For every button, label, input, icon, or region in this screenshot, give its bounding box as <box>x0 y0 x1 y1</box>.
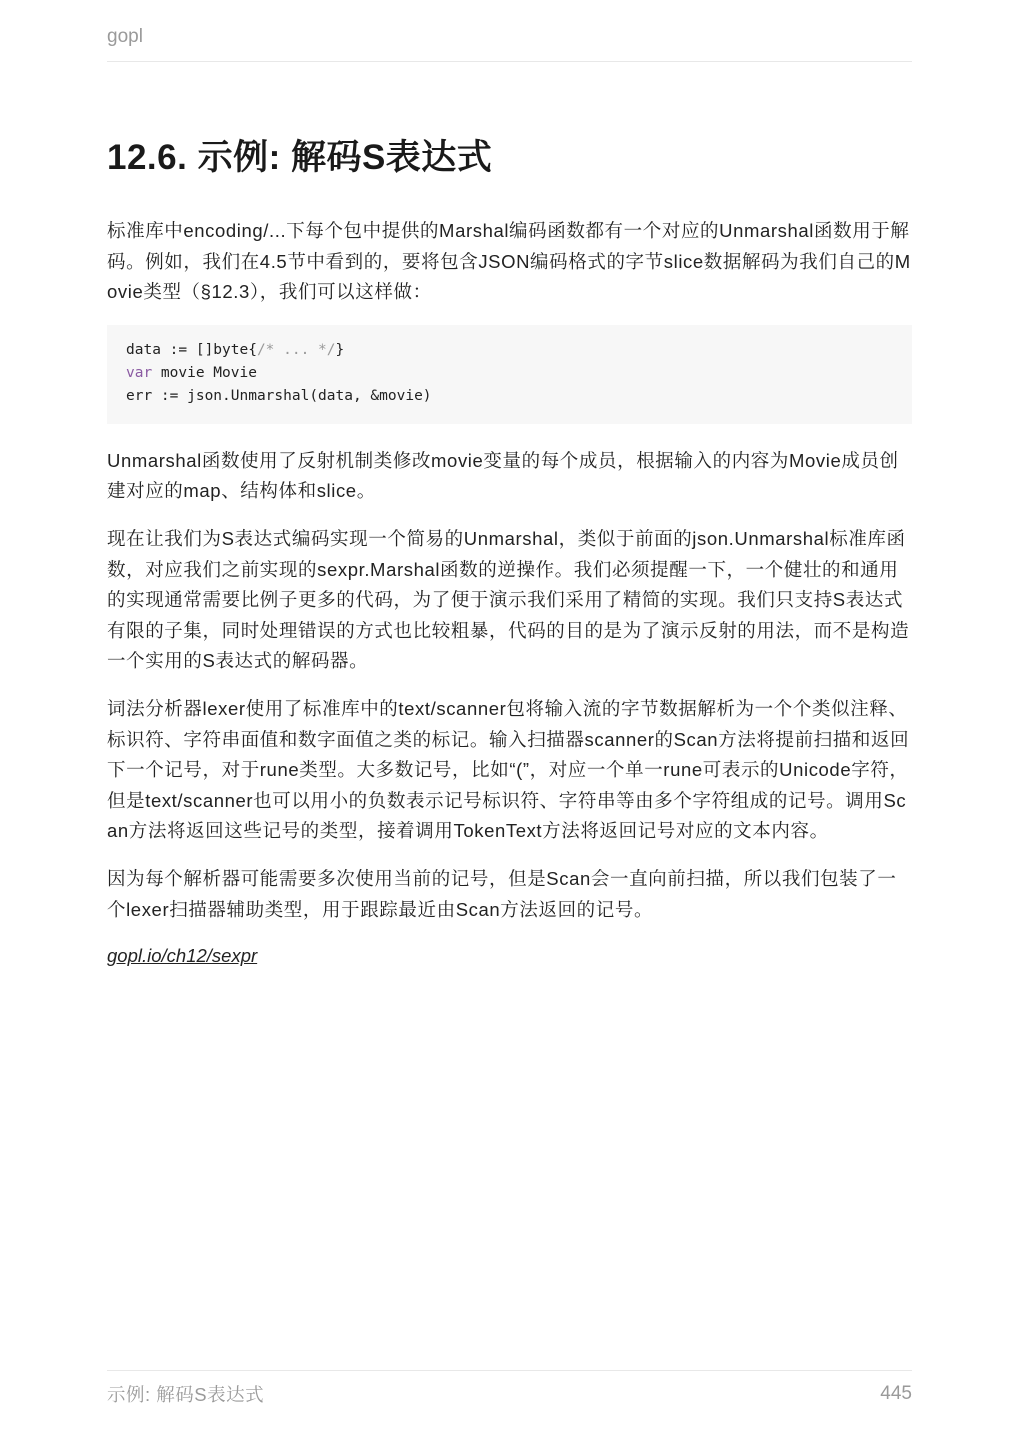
code-keyword: var <box>126 364 153 381</box>
code-text: movie Movie <box>152 364 257 381</box>
page-header <box>107 24 912 62</box>
code-line <box>126 362 893 385</box>
code-line <box>126 339 893 362</box>
code-text: data := []byte{ <box>126 341 257 358</box>
paragraph-intro: 标准库中encoding/...下每个包中提供的Marshal编码函数都有一个对应的Unmarshal函数用于解码。例如，我们在4.5节中看到的，要将包含JSON编码格式的字节slice数据解码为我们自己的Movie类型（§12.3），我们可以这样做： <box>107 220 911 303</box>
paragraph-unmarshal: Unmarshal函数使用了反射机制类修改movie变量的每个成员，根据输入的内容为Movie成员创建对应的map、结构体和slice。 <box>107 449 899 502</box>
code-block <box>107 325 912 424</box>
section-title: 12.6. 示例: 解码S表达式 <box>107 138 493 177</box>
paragraph-lexer: 词法分析器lexer使用了标准库中的text/scanner包将输入流的字节数据解析为一个个类似注释、标识符、字符串面值和数字面值之类的标记。输入扫描器scanner的Scan方法将提前扫描和返回下一个记号，对于rune类型。大多数记号，比如“(”，对应一个单一rune可表示的Unicode字符，但是text/scanner也可以用小的负数表示记号标识符、字符串等由多个字符组成的记号。调用Scan方法将返回这些记号的类型，接着调用TokenText方法将返回记号对应的文本内容。 <box>107 697 910 842</box>
code-text: } <box>335 341 345 358</box>
book-name: gopl <box>107 26 143 47</box>
code-text: err := json.Unmarshal(data, &movie) <box>126 387 432 404</box>
page-footer <box>107 1370 912 1417</box>
paragraph-lexer-wrapper: 因为每个解析器可能需要多次使用当前的记号，但是Scan会一直向前扫描，所以我们包装了一个lexer扫描器辅助类型，用于跟踪最近由Scan方法返回的记号。 <box>107 867 897 920</box>
page-number: 445 <box>880 1383 912 1404</box>
code-comment: /* ... */ <box>256 341 336 358</box>
code-line <box>126 385 893 408</box>
paragraph-sexpr-unmarshal: 现在让我们为S表达式编码实现一个简易的Unmarshal，类似于前面的json.Unmarshal标准库函数，对应我们之前实现的sexpr.Marshal函数的逆操作。我们必须提醒一下，一个健壮的和通用的实现通常需要比例子更多的代码，为了便于演示我们采用了精简的实现。我们只支持S表达式有限的子集，同时处理错误的方式也比较粗暴，代码的目的是为了演示反射的用法，而不是构造一个实用的S表达式的解码器。 <box>107 527 910 672</box>
source-link[interactable]: gopl.io/ch12/sexpr <box>107 945 258 967</box>
page-content <box>107 134 912 970</box>
footer-title: 示例: 解码S表达式 <box>107 1384 265 1405</box>
